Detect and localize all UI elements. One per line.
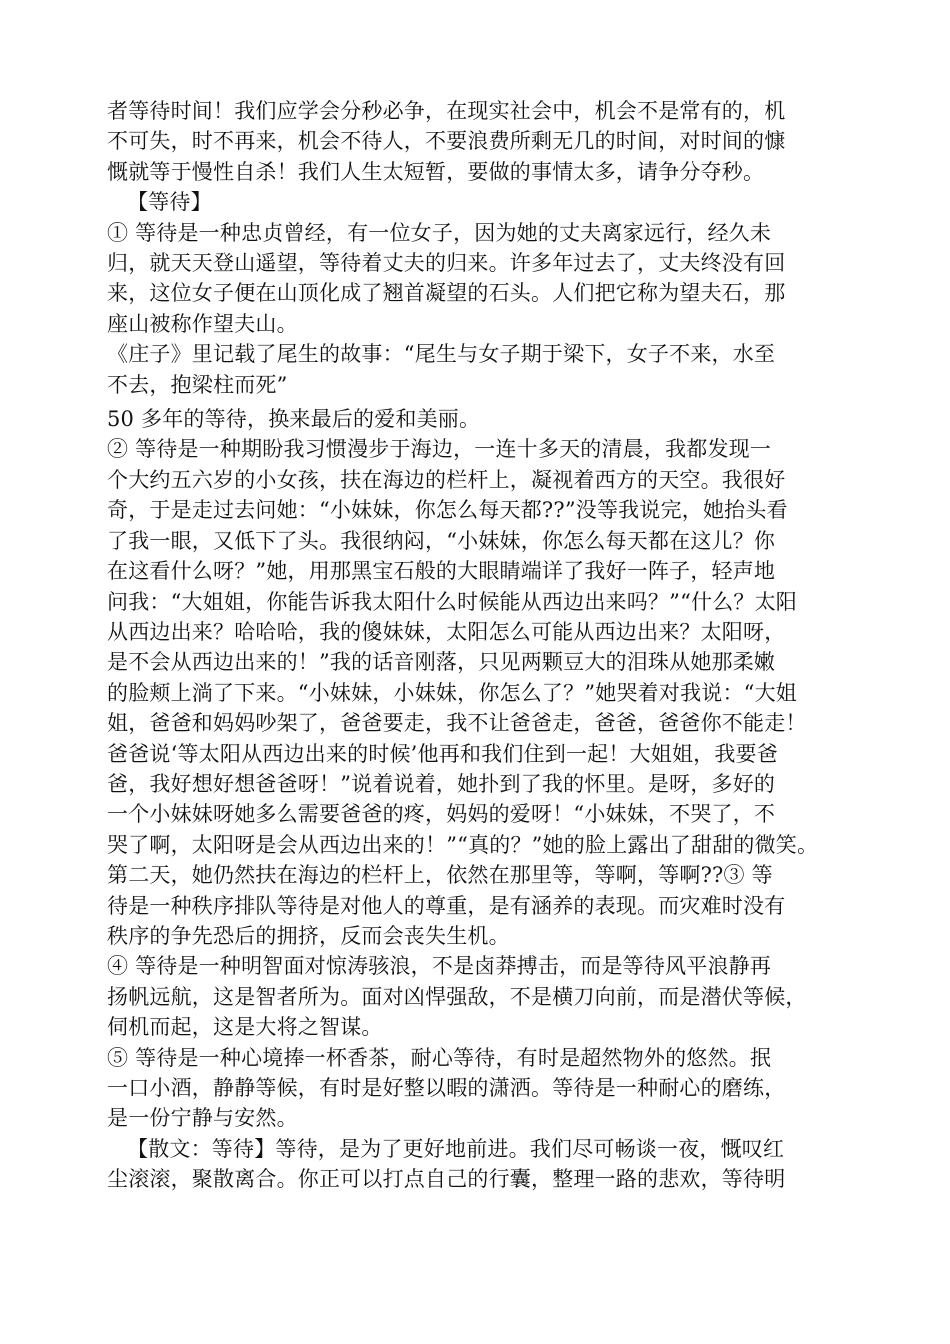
text-line: 50 多年的等待，换来最后的爱和美丽。 [107, 407, 481, 432]
text-line: 一个小妹妹呀她多么需要爸爸的疼，妈妈的爱呀！“小妹妹，不哭了，不 [107, 802, 776, 827]
text-line: 秩序的争先恐后的拥挤，反而会丧失生机。 [107, 923, 510, 948]
text-line: ④ 等待是一种明智面对惊涛骇浪，不是卤莽搏击，而是等待风平浪静再 [107, 954, 772, 979]
text-line: 个大约五六岁的小女孩，扶在海边的栏杆上，凝视着西方的天空。我很好 [107, 467, 786, 492]
text-line: 不去，抱梁柱而死” [107, 372, 288, 397]
text-line: ① 等待是一种忠贞曾经，有一位女子，因为她的丈夫离家远行，经久未 [107, 220, 772, 245]
text-line: 《庄子》里记载了尾生的故事：“尾生与女子期于梁下，女子不来，水至 [107, 342, 776, 367]
text-line: 是一份宁静与安然。 [107, 1106, 298, 1131]
text-line: 了我一眼，又低下了头。我很纳闷，“小妹妹，你怎么每天都在这儿？你 [107, 528, 776, 553]
text-line: 尘滚滚，聚散离合。你正可以打点自己的行囊，整理一路的悲欢，等待明 [107, 1167, 786, 1192]
section-heading-waiting: 【等待】 [127, 190, 212, 215]
text-line: 不可失，时不再来，机会不待人，不要浪费所剩无几的时间，对时间的慷 [107, 129, 786, 154]
text-line: 爸爸说‘等太阳从西边出来的时候’他再和我们住到一起！大姐姐，我要爸 [107, 741, 778, 766]
text-line: 是不会从西边出来的！”我的话音刚落，只见两颗豆大的泪珠从她那柔嫩 [107, 650, 776, 675]
text-line: 来，这位女子便在山顶化成了翘首凝望的石头。人们把它称为望夫石，那 [107, 281, 786, 306]
text-line: 问我：“大姐姐，你能告诉我太阳什么时候能从西边出来吗？”“什么？太阳 [107, 589, 798, 614]
text-line: 从西边出来？哈哈哈，我的傻妹妹，太阳怎么可能从西边出来？太阳呀， [107, 619, 786, 644]
text-line: 的脸颊上淌了下来。“小妹妹，小妹妹，你怎么了？”她哭着对我说：“大姐 [107, 680, 798, 705]
text-line: 座山被称作望夫山。 [107, 311, 298, 336]
text-line: 扬帆远航，这是智者所为。面对凶悍强敌，不是横刀向前，而是潜伏等候， [107, 984, 807, 1009]
text-line: 第二天，她仍然扶在海边的栏杆上，依然在那里等，等啊，等啊??③ 等 [107, 863, 773, 888]
text-line: 慨就等于慢性自杀！我们人生太短暂，要做的事情太多，请争分夺秒。 [107, 159, 765, 184]
text-line: ② 等待是一种期盼我习惯漫步于海边，一连十多天的清晨，我都发现一 [107, 437, 772, 462]
text-line: 待是一种秩序排队等待是对他人的尊重，是有涵养的表现。而灾难时没有 [107, 893, 786, 918]
text-line: 姐，爸爸和妈妈吵架了，爸爸要走，我不让爸爸走，爸爸，爸爸你不能走！ [107, 711, 807, 736]
section-heading-essay: 【散文：等待】等待，是为了更好地前进。我们尽可畅谈一夜，慨叹红 [127, 1136, 785, 1161]
text-line: 者等待时间！我们应学会分秒必争，在现实社会中，机会不是常有的，机 [107, 99, 786, 123]
text-line: 哭了啊，太阳呀是会从西边出来的！”“真的？”她的脸上露出了甜甜的微笑。 [107, 832, 819, 857]
text-line: 一口小酒，静静等候，有时是好整以暇的潇洒。等待是一种耐心的磨练， [107, 1076, 786, 1100]
text-line: ⑤ 等待是一种心境捧一杯香茶，耐心等待，有时是超然物外的悠然。抿 [107, 1045, 772, 1070]
text-line: 爸，我好想好想爸爸呀！”说着说着，她扑到了我的怀里。是呀，多好的 [107, 771, 776, 796]
text-line: 归，就天天登山遥望，等待着丈夫的归来。许多年过去了，丈夫终没有回 [107, 251, 786, 276]
text-line: 奇，于是走过去问她：“小妹妹，你怎么每天都??”没等我说完，她抬头看 [107, 498, 788, 523]
text-line: 伺机而起，这是大将之智谋。 [107, 1015, 383, 1040]
text-line: 在这看什么呀？”她，用那黑宝石般的大眼睛端详了我好一阵子，轻声地 [107, 559, 776, 584]
document-body [107, 96, 867, 1195]
